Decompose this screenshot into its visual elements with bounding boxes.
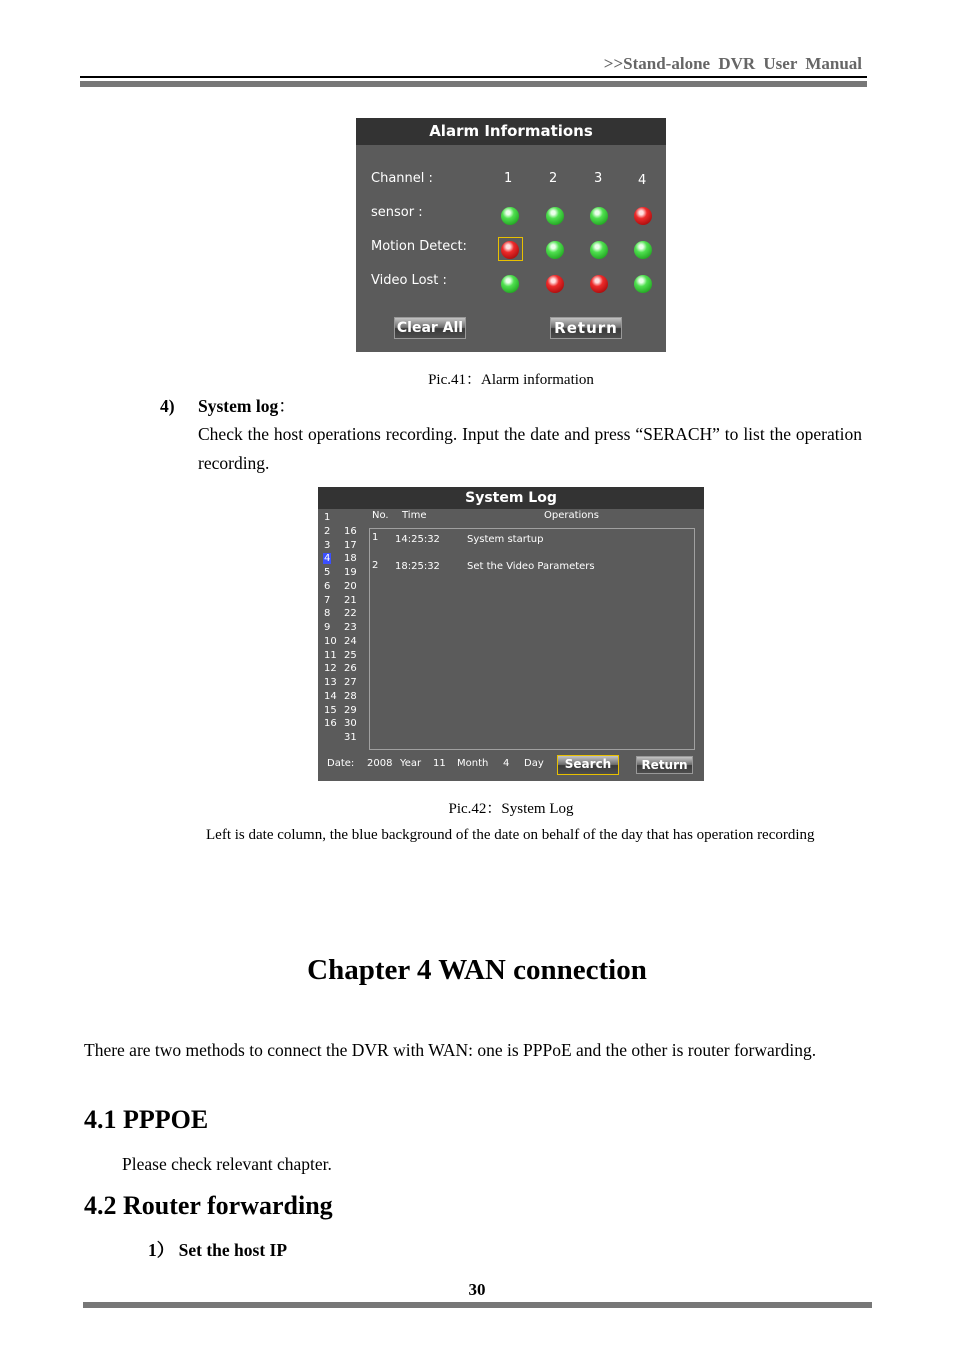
- date-column-note: Left is date column, the blue background of the date on behalf of the day that has operation recording: [206, 827, 815, 843]
- sensor-label: sensor :: [371, 205, 423, 220]
- status-led-green-icon: [590, 207, 608, 225]
- date-label: Date:: [327, 758, 355, 769]
- date-day-23[interactable]: 23: [344, 622, 357, 633]
- log-time-2: 18:25:32: [395, 561, 440, 572]
- date-day-3[interactable]: 3: [324, 539, 331, 551]
- header-rule: [80, 76, 867, 78]
- date-day-10[interactable]: 10: [324, 635, 337, 647]
- status-led-red-icon: [546, 275, 564, 293]
- alarm-title: Alarm Informations: [356, 118, 666, 145]
- status-led-green-icon: [546, 241, 564, 259]
- return-button-log[interactable]: Return: [636, 756, 693, 774]
- system-log-title: System Log: [318, 487, 704, 509]
- date-day-30[interactable]: 30: [344, 718, 357, 730]
- log-no-2: 2: [372, 560, 379, 571]
- status-led-red-icon: [634, 207, 652, 225]
- video-lost-label: Video Lost :: [371, 273, 447, 288]
- date-day-14[interactable]: 14: [324, 690, 337, 702]
- figure-caption-41: Pic.41：Alarm information: [428, 372, 594, 388]
- channel-3: 3: [594, 171, 603, 186]
- day-value[interactable]: 4: [503, 758, 510, 769]
- clear-all-button[interactable]: Clear All: [394, 317, 466, 339]
- date-day-28[interactable]: 28: [344, 690, 357, 702]
- date-day-26[interactable]: 26: [344, 663, 357, 675]
- alarm-info-screenshot: [356, 118, 666, 352]
- chapter-intro: There are two methods to connect the DVR with WAN: one is PPPoE and the other is router forwarding.: [84, 1040, 817, 1060]
- channel-4: 4: [638, 173, 647, 188]
- status-led-green-icon: [501, 207, 519, 225]
- chapter-title: Chapter 4 WAN connection: [307, 954, 647, 986]
- date-day-18[interactable]: 18: [344, 553, 357, 565]
- section-heading-router: 4.2 Router forwarding: [84, 1191, 333, 1220]
- search-button[interactable]: Search: [557, 755, 619, 775]
- status-led-green-icon: [501, 275, 519, 293]
- selection-box: [498, 237, 523, 261]
- log-no-1: 1: [372, 532, 379, 543]
- year-value[interactable]: 2008: [367, 758, 393, 769]
- date-day-5[interactable]: 5: [324, 567, 331, 578]
- system-log-screenshot: [318, 487, 704, 781]
- figure-caption-42: Pic.42：System Log: [448, 801, 574, 817]
- date-day-2[interactable]: 2: [324, 525, 331, 537]
- item-punct: ：: [278, 396, 296, 416]
- date-day-19[interactable]: 19: [344, 567, 357, 578]
- status-led-green-icon: [590, 241, 608, 259]
- status-led-green-icon: [546, 207, 564, 225]
- router-step-1: 1） Set the host IP: [148, 1240, 288, 1260]
- channel-label: Channel :: [371, 171, 433, 186]
- return-button[interactable]: Return: [550, 317, 622, 339]
- date-day-4[interactable]: 4: [324, 553, 331, 565]
- col-ops: Operations: [544, 510, 599, 521]
- footer-rule: [83, 1302, 872, 1308]
- header-rule-thick: [80, 81, 867, 87]
- date-day-31[interactable]: 31: [344, 732, 357, 743]
- month-label: Month: [457, 758, 489, 769]
- date-day-25[interactable]: 25: [344, 649, 357, 661]
- motion-detect-label: Motion Detect:: [371, 239, 467, 254]
- date-day-29[interactable]: 29: [344, 704, 357, 716]
- status-led-green-icon: [634, 275, 652, 293]
- col-no: No.: [372, 510, 389, 521]
- running-header: >>Stand-alone DVR User Manual: [603, 54, 862, 73]
- page-number: 30: [468, 1280, 486, 1299]
- date-day-13[interactable]: 13: [324, 677, 337, 688]
- date-day-1[interactable]: 1: [324, 512, 331, 523]
- month-value[interactable]: 11: [433, 758, 446, 769]
- date-day-9[interactable]: 9: [324, 622, 331, 633]
- date-day-6[interactable]: 6: [324, 580, 331, 592]
- day-label: Day: [524, 758, 544, 769]
- date-day-7[interactable]: 7: [324, 594, 331, 606]
- status-led-green-icon: [634, 241, 652, 259]
- item-heading: [198, 392, 296, 421]
- date-day-20[interactable]: 20: [344, 580, 357, 592]
- list-number: 4): [160, 396, 175, 416]
- date-day-16[interactable]: 16: [324, 718, 337, 730]
- date-day-12[interactable]: 12: [324, 663, 337, 675]
- year-label: Year: [400, 758, 422, 769]
- status-led-red-icon: [590, 275, 608, 293]
- date-day-16[interactable]: 16: [344, 525, 357, 537]
- channel-2: 2: [549, 171, 558, 186]
- date-day-11[interactable]: 11: [324, 649, 337, 661]
- date-day-8[interactable]: 8: [324, 608, 331, 620]
- date-day-27[interactable]: 27: [344, 677, 357, 688]
- section-text-pppoe: Please check relevant chapter.: [122, 1154, 332, 1174]
- log-op-2: Set the Video Parameters: [467, 561, 595, 572]
- date-day-24[interactable]: 24: [344, 635, 357, 647]
- date-day-21[interactable]: 21: [344, 594, 357, 606]
- section-heading-pppoe: 4.1 PPPOE: [84, 1105, 209, 1134]
- date-day-22[interactable]: 22: [344, 608, 357, 620]
- date-day-17[interactable]: 17: [344, 539, 357, 551]
- item-title: System log: [198, 396, 279, 416]
- col-time: Time: [402, 510, 427, 521]
- date-day-15[interactable]: 15: [324, 704, 337, 716]
- log-time-1: 14:25:32: [395, 534, 440, 545]
- channel-1: 1: [504, 171, 513, 186]
- item-body: Check the host operations recording. Input the date and press “SERACH” to list the operation recording.: [198, 424, 862, 473]
- log-op-1: System startup: [467, 534, 544, 545]
